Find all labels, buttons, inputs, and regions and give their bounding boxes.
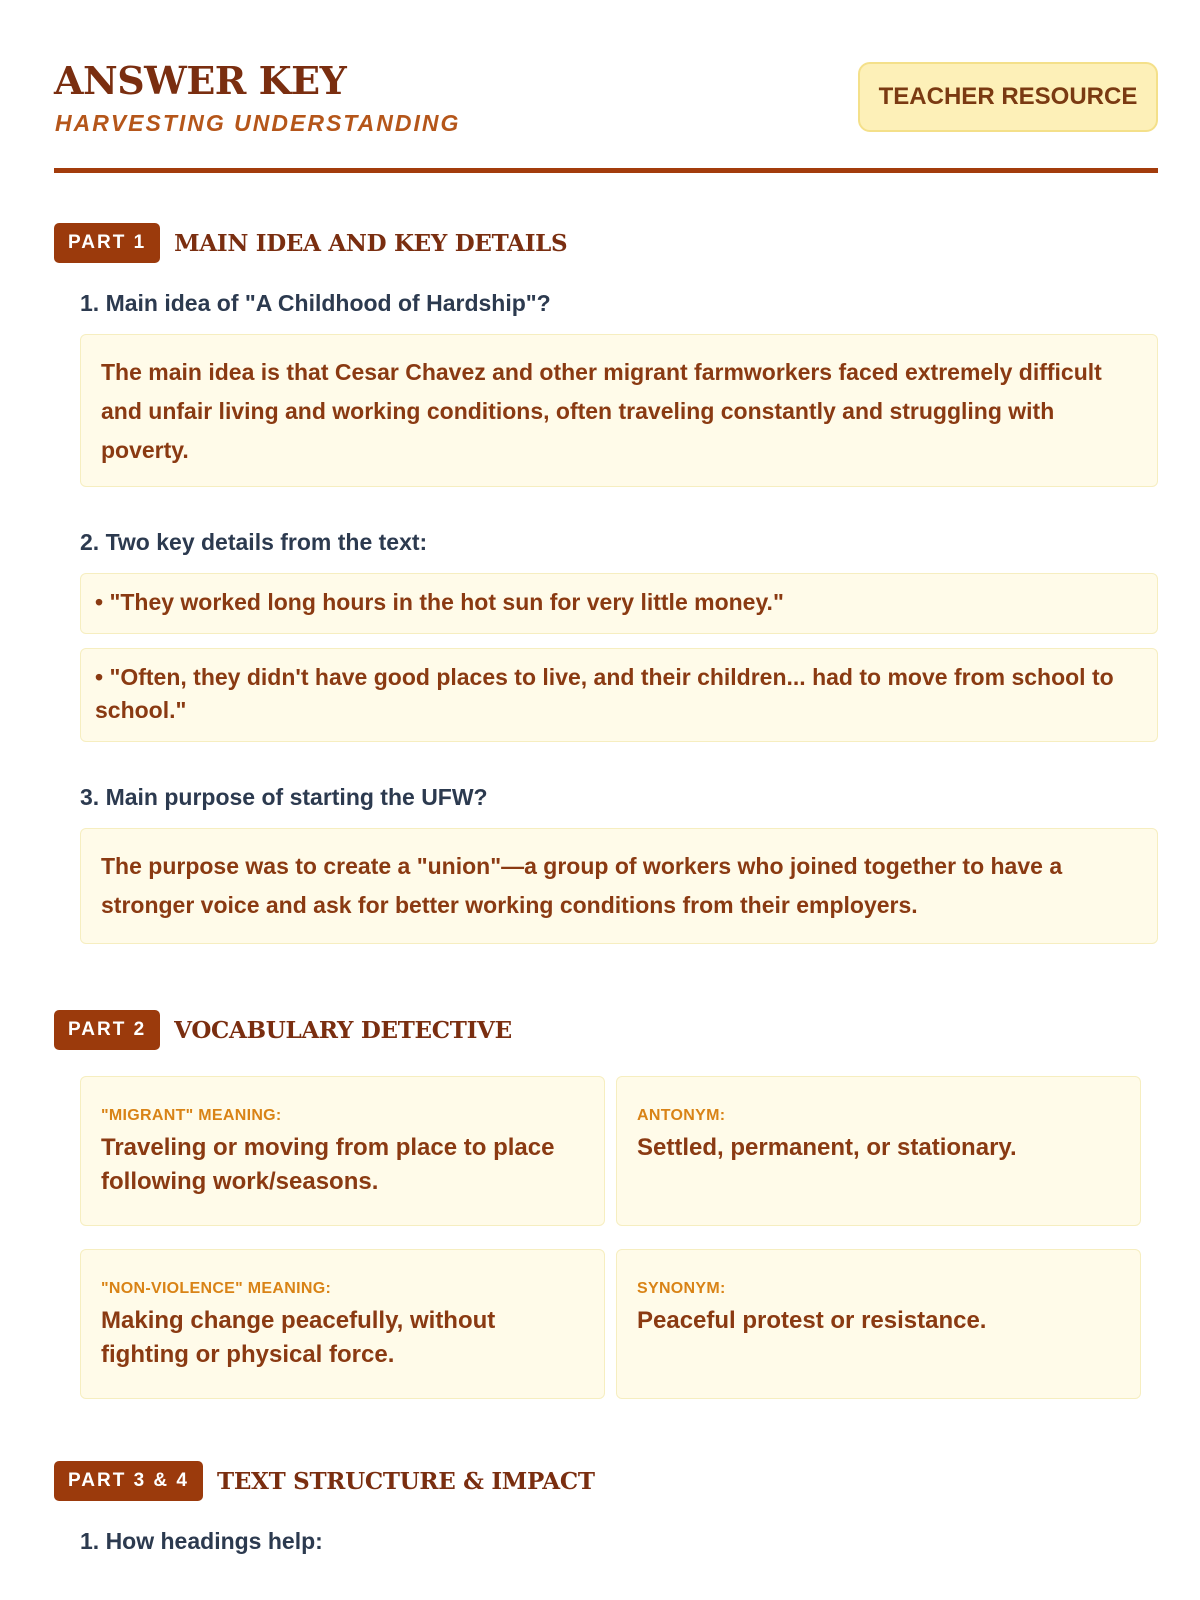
question-headings-help: 1. How headings help: xyxy=(80,1528,323,1554)
answer-detail-2: • "Often, they didn't have good places to live, and their children... had to move from school to school." xyxy=(80,648,1158,742)
teacher-resource-badge: TEACHER RESOURCE xyxy=(858,62,1158,132)
part-2-header xyxy=(54,1009,512,1051)
vocab-card-label: "MIGRANT" MEANING: xyxy=(101,1107,282,1124)
answer-detail-1: • "They worked long hours in the hot sun for very little money." xyxy=(80,573,1158,634)
vocab-card-label: ANTONYM: xyxy=(637,1107,726,1124)
vocab-card-value: Traveling or moving from place to place following work/seasons. xyxy=(101,1134,555,1195)
part-1-title: MAIN IDEA AND KEY DETAILS xyxy=(174,229,568,257)
part-1-tag: PART 1 xyxy=(54,223,160,263)
answer-main-idea: The main idea is that Cesar Chavez and other migrant farmworkers faced extremely difficult and unfair living and working conditions, often traveling constantly and struggling with poverty. xyxy=(80,334,1158,487)
vocab-card-value: Making change peacefully, without fighting or physical force. xyxy=(101,1307,496,1368)
vocab-card-label: "NON-VIOLENCE" MEANING: xyxy=(101,1280,332,1297)
part-3-4-header xyxy=(54,1460,595,1502)
part-3-4-tag: PART 3 & 4 xyxy=(54,1461,203,1501)
vocab-card-synonym xyxy=(616,1249,1141,1399)
header xyxy=(54,58,1158,168)
question-main-idea: 1. Main idea of "A Childhood of Hardship"? xyxy=(80,290,551,316)
vocab-card-non-violence-meaning xyxy=(80,1249,605,1399)
page-title: ANSWER KEY xyxy=(54,58,347,103)
vocab-card-value: Peaceful protest or resistance. xyxy=(637,1307,987,1334)
vocab-card-label: SYNONYM: xyxy=(637,1280,726,1297)
part-2-title: VOCABULARY DETECTIVE xyxy=(174,1016,512,1044)
part-2-tag: PART 2 xyxy=(54,1010,160,1050)
part-1-header xyxy=(54,222,567,264)
part-3-4-title: TEXT STRUCTURE & IMPACT xyxy=(217,1467,595,1495)
question-ufw-purpose: 3. Main purpose of starting the UFW? xyxy=(80,784,488,810)
vocab-card-migrant-meaning xyxy=(80,1076,605,1226)
vocab-card-value: Settled, permanent, or stationary. xyxy=(637,1134,1017,1161)
answer-ufw-purpose: The purpose was to create a "union"—a group of workers who joined together to have a stronger voice and ask for better working conditions from their employers. xyxy=(80,828,1158,944)
header-divider xyxy=(54,168,1158,173)
page-subtitle: HARVESTING UNDERSTANDING xyxy=(55,110,461,136)
vocab-card-antonym xyxy=(616,1076,1141,1226)
question-key-details: 2. Two key details from the text: xyxy=(80,529,428,555)
